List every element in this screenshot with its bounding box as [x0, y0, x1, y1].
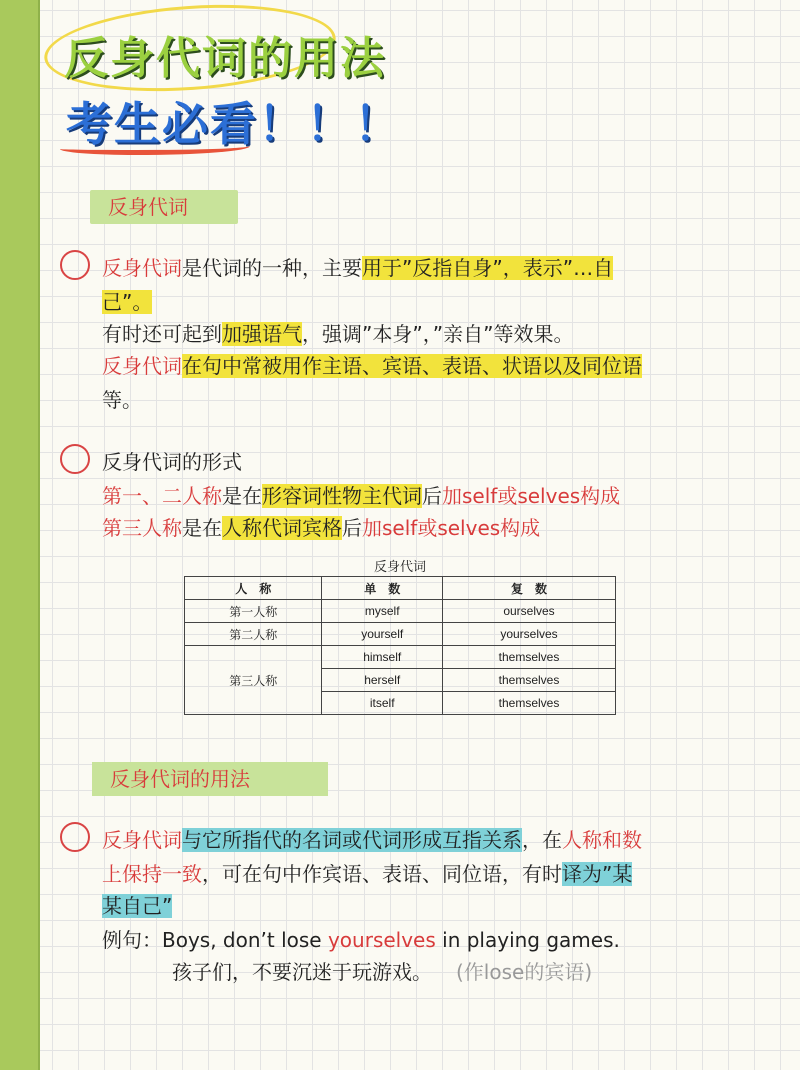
table-header-cell: 复 数	[443, 577, 616, 600]
bullet-circle-icon	[60, 822, 90, 852]
table-cell-singular: himself	[322, 646, 443, 669]
section1-line1: 反身代词是代词的一种，主要用于”反指自身”，表示”…自	[102, 256, 614, 280]
table-row	[185, 646, 616, 669]
reflexive-pronoun-table	[184, 576, 616, 715]
page-title: 反身代词的用法	[64, 33, 386, 84]
section1-line3: 有时还可起到加强语气，强调”本身”，”亲自”等效果。	[102, 322, 574, 346]
table-header-row	[185, 577, 616, 600]
section2-line3: 第三人称是在人称代词宾格后加self或selves构成	[102, 516, 541, 540]
section-label-usage: 反身代词的用法	[92, 762, 328, 796]
section1-line4: 反身代词在句中常被用作主语、宾语、表语、状语以及同位语	[102, 354, 642, 378]
table-header-cell: 人 称	[185, 577, 322, 600]
section3-line1: 反身代词与它所指代的名词或代词形成互指关系，在人称和数	[102, 828, 642, 852]
bullet-circle-icon	[60, 250, 90, 280]
example-sentence: 例句：Boys, don’t lose yourselves in playing games.	[102, 928, 620, 952]
section2-line1: 反身代词的形式	[102, 450, 242, 474]
bullet-circle-icon	[60, 444, 90, 474]
table-cell-singular: herself	[322, 669, 443, 692]
section1-line2: 己”。	[102, 290, 153, 314]
table-cell-plural: ourselves	[443, 600, 616, 623]
page-subtitle: 考生必看！！！	[66, 97, 402, 151]
table-cell-person: 第一人称	[185, 600, 322, 623]
spine-border	[38, 0, 40, 1070]
table-cell-singular: itself	[322, 692, 443, 715]
notebook-spine	[0, 0, 38, 1070]
table-caption: 反身代词	[373, 559, 426, 574]
table-row	[185, 600, 616, 623]
table-cell-person: 第二人称	[185, 623, 322, 646]
table-header-cell: 单 数	[322, 577, 443, 600]
table-cell-person: 第三人称	[185, 646, 322, 715]
table-cell-plural: themselves	[443, 669, 616, 692]
section2-line2: 第一、二人称是在形容词性物主代词后加self或selves构成	[102, 484, 621, 508]
table-cell-plural: themselves	[443, 646, 616, 669]
table-cell-singular: yourself	[322, 623, 443, 646]
table-cell-singular: myself	[322, 600, 443, 623]
table-cell-plural: themselves	[443, 692, 616, 715]
section1-line5: 等。	[102, 388, 142, 412]
table-cell-plural: yourselves	[443, 623, 616, 646]
section-label-reflexive-pronoun: 反身代词	[90, 190, 238, 224]
section3-line3: 某自己”	[102, 894, 173, 918]
section3-line2: 上保持一致，可在句中作宾语、表语、同位语，有时译为”某	[102, 862, 633, 886]
table-row	[185, 623, 616, 646]
example-translation: 孩子们，不要沉迷于玩游戏。 (作lose的宾语)	[172, 960, 593, 984]
